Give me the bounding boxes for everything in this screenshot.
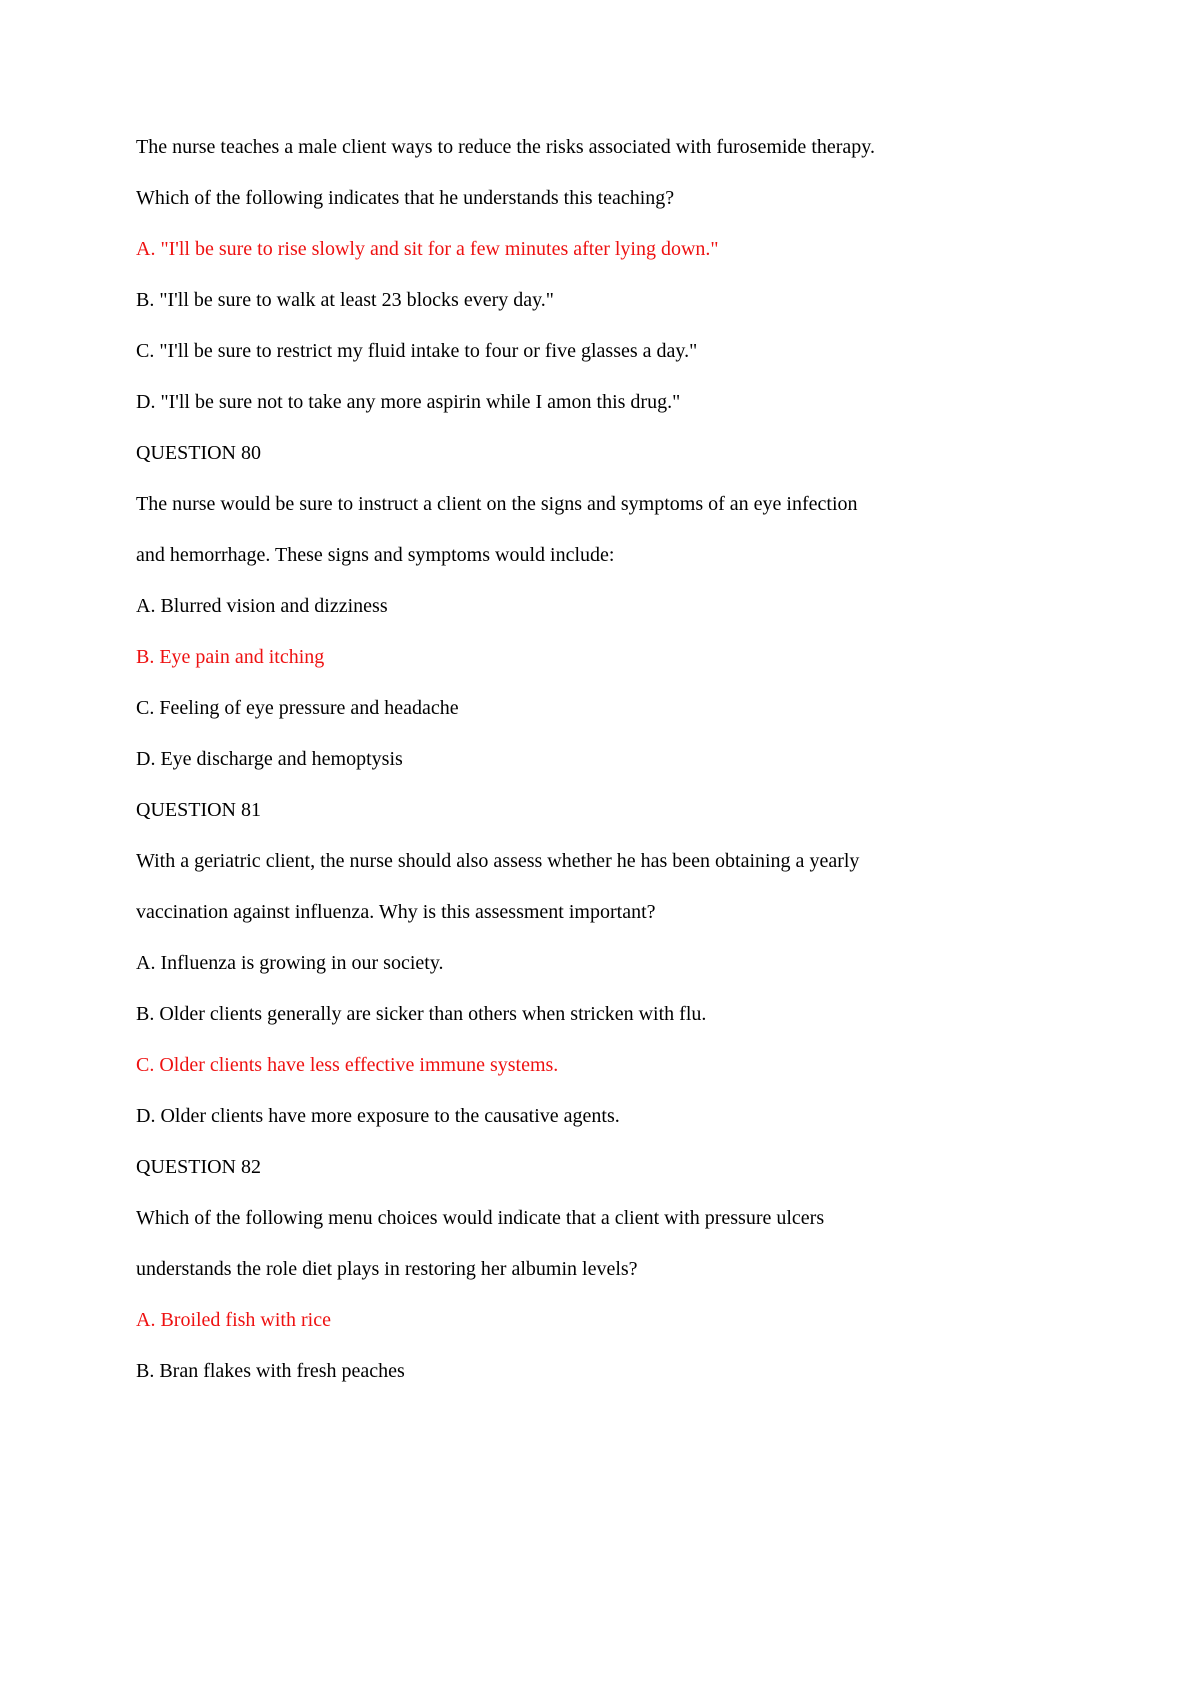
- document-body: [136, 122, 1096, 1397]
- answer-option-line: A. Influenza is growing in our society.: [136, 952, 444, 974]
- answer-option-line: D. "I'll be sure not to take any more aspirin while I amon this drug.": [136, 391, 681, 413]
- question-text-line: Which of the following menu choices would indicate that a client with pressure ulcers: [136, 1207, 825, 1229]
- answer-option-line: C. Older clients have less effective immune systems.: [136, 1054, 559, 1076]
- answer-option-line: B. Bran flakes with fresh peaches: [136, 1360, 405, 1382]
- question-text-line: With a geriatric client, the nurse should also assess whether he has been obtaining a yearly: [136, 850, 860, 872]
- question-number-header: QUESTION 80: [136, 442, 261, 464]
- answer-option-line: A. Blurred vision and dizziness: [136, 595, 388, 617]
- answer-option-line: B. "I'll be sure to walk at least 23 blocks every day.": [136, 289, 554, 311]
- question-text-line: The nurse would be sure to instruct a client on the signs and symptoms of an eye infection: [136, 493, 858, 515]
- answer-option-line: D. Eye discharge and hemoptysis: [136, 748, 403, 770]
- question-text-line: Which of the following indicates that he understands this teaching?: [136, 187, 675, 209]
- question-text-line: and hemorrhage. These signs and symptoms would include:: [136, 544, 615, 566]
- answer-option-line: D. Older clients have more exposure to the causative agents.: [136, 1105, 620, 1127]
- question-number-header: QUESTION 81: [136, 799, 261, 821]
- question-text-line: understands the role diet plays in restoring her albumin levels?: [136, 1258, 638, 1280]
- answer-option-line: C. "I'll be sure to restrict my fluid intake to four or five glasses a day.": [136, 340, 698, 362]
- question-text-line: vaccination against influenza. Why is this assessment important?: [136, 901, 656, 923]
- answer-option-line: A. "I'll be sure to rise slowly and sit for a few minutes after lying down.": [136, 238, 719, 260]
- answer-option-line: B. Eye pain and itching: [136, 646, 325, 668]
- question-number-header: QUESTION 82: [136, 1156, 261, 1178]
- answer-option-line: C. Feeling of eye pressure and headache: [136, 697, 459, 719]
- answer-option-line: A. Broiled fish with rice: [136, 1309, 331, 1331]
- question-text-line: The nurse teaches a male client ways to reduce the risks associated with furosemide therapy.: [136, 136, 875, 158]
- answer-option-line: B. Older clients generally are sicker than others when stricken with flu.: [136, 1003, 707, 1025]
